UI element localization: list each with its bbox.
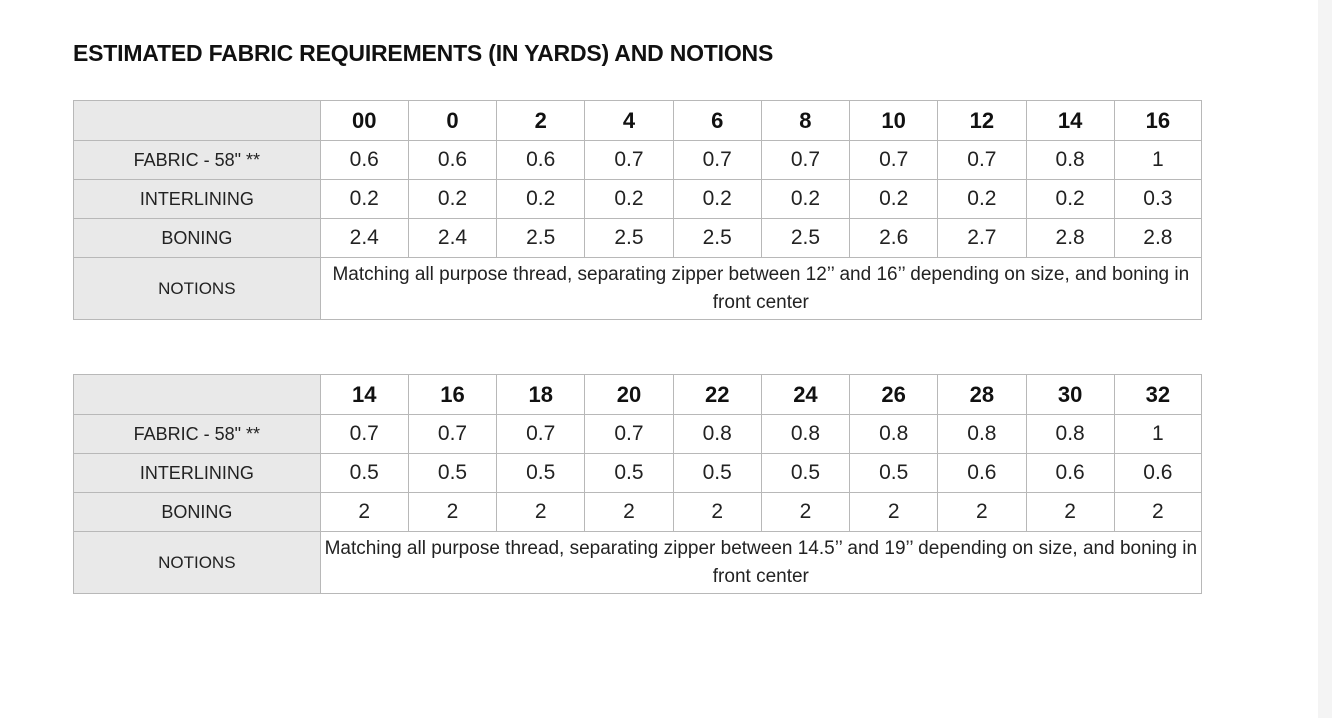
value-cell: 2 (673, 493, 761, 532)
size-header-cell: 26 (850, 375, 938, 415)
value-cell: 0.2 (850, 180, 938, 219)
value-cell: 2.8 (1114, 219, 1201, 258)
value-cell: 2.5 (673, 219, 761, 258)
value-cell: 2 (408, 493, 496, 532)
value-cell: 0.7 (497, 415, 585, 454)
value-cell: 0.5 (585, 454, 673, 493)
notions-label: NOTIONS (74, 532, 321, 594)
value-cell: 2.6 (850, 219, 938, 258)
value-cell: 0.7 (320, 415, 408, 454)
table-row (74, 219, 1202, 258)
table-row (74, 493, 1202, 532)
value-cell: 1 (1114, 141, 1201, 180)
value-cell: 0.5 (761, 454, 849, 493)
value-cell: 2.5 (497, 219, 585, 258)
value-cell: 2 (938, 493, 1026, 532)
value-cell: 2 (761, 493, 849, 532)
value-cell: 0.5 (850, 454, 938, 493)
size-header-row (74, 101, 1202, 141)
value-cell: 0.7 (850, 141, 938, 180)
row-label: FABRIC - 58" ** (74, 415, 321, 454)
value-cell: 0.8 (938, 415, 1026, 454)
value-cell: 2.8 (1026, 219, 1114, 258)
value-cell: 0.6 (497, 141, 585, 180)
header-corner-cell (74, 375, 321, 415)
value-cell: 2.5 (761, 219, 849, 258)
size-header-cell: 16 (408, 375, 496, 415)
page-title: ESTIMATED FABRIC REQUIREMENTS (IN YARDS) AND NOTIONS (73, 40, 774, 66)
notions-text: Matching all purpose thread, separating zipper between 12’’ and 16’’ depending on size, and boning in front center (320, 258, 1201, 320)
size-header-cell: 14 (320, 375, 408, 415)
value-cell: 0.3 (1114, 180, 1201, 219)
size-header-cell: 0 (408, 101, 496, 141)
size-header-cell: 4 (585, 101, 673, 141)
value-cell: 0.6 (408, 141, 496, 180)
value-cell: 0.7 (585, 141, 673, 180)
value-cell: 0.6 (938, 454, 1026, 493)
row-label: INTERLINING (74, 180, 321, 219)
notions-label: NOTIONS (74, 258, 321, 320)
value-cell: 0.8 (761, 415, 849, 454)
fabric-table-plus (73, 374, 1202, 594)
table-row (74, 415, 1202, 454)
value-cell: 0.8 (1026, 415, 1114, 454)
size-header-cell: 8 (761, 101, 849, 141)
row-label: BONING (74, 493, 321, 532)
header-corner-cell (74, 101, 321, 141)
row-label: INTERLINING (74, 454, 321, 493)
value-cell: 0.7 (408, 415, 496, 454)
table-row (74, 454, 1202, 493)
value-cell: 0.8 (1026, 141, 1114, 180)
value-cell: 0.2 (938, 180, 1026, 219)
row-label: FABRIC - 58" ** (74, 141, 321, 180)
fabric-table-misses (73, 100, 1202, 320)
value-cell: 2.4 (320, 219, 408, 258)
value-cell: 0.5 (673, 454, 761, 493)
value-cell: 2.4 (408, 219, 496, 258)
size-header-cell: 00 (320, 101, 408, 141)
value-cell: 0.7 (761, 141, 849, 180)
value-cell: 0.2 (320, 180, 408, 219)
row-label: BONING (74, 219, 321, 258)
value-cell: 0.8 (673, 415, 761, 454)
notions-row (74, 532, 1202, 594)
size-header-cell: 18 (497, 375, 585, 415)
size-header-cell: 10 (850, 101, 938, 141)
value-cell: 0.2 (585, 180, 673, 219)
value-cell: 2.5 (585, 219, 673, 258)
value-cell: 2 (585, 493, 673, 532)
value-cell: 0.2 (761, 180, 849, 219)
value-cell: 0.6 (320, 141, 408, 180)
value-cell: 2 (497, 493, 585, 532)
table-row (74, 180, 1202, 219)
value-cell: 0.7 (585, 415, 673, 454)
value-cell: 0.5 (497, 454, 585, 493)
value-cell: 2 (1026, 493, 1114, 532)
value-cell: 0.2 (673, 180, 761, 219)
value-cell: 0.8 (850, 415, 938, 454)
size-header-cell: 16 (1114, 101, 1201, 141)
value-cell: 0.6 (1114, 454, 1201, 493)
size-header-cell: 32 (1114, 375, 1201, 415)
value-cell: 0.7 (938, 141, 1026, 180)
size-header-cell: 22 (673, 375, 761, 415)
value-cell: 0.2 (408, 180, 496, 219)
size-header-row (74, 375, 1202, 415)
value-cell: 0.5 (320, 454, 408, 493)
value-cell: 2 (320, 493, 408, 532)
page-edge (1318, 0, 1332, 718)
size-header-cell: 2 (497, 101, 585, 141)
value-cell: 2 (1114, 493, 1201, 532)
size-header-cell: 30 (1026, 375, 1114, 415)
size-header-cell: 14 (1026, 101, 1114, 141)
value-cell: 2.7 (938, 219, 1026, 258)
table-body (74, 375, 1202, 594)
value-cell: 0.6 (1026, 454, 1114, 493)
table-row (74, 141, 1202, 180)
size-header-cell: 12 (938, 101, 1026, 141)
value-cell: 0.7 (673, 141, 761, 180)
value-cell: 0.5 (408, 454, 496, 493)
value-cell: 2 (850, 493, 938, 532)
notions-row (74, 258, 1202, 320)
size-header-cell: 24 (761, 375, 849, 415)
value-cell: 1 (1114, 415, 1201, 454)
size-header-cell: 28 (938, 375, 1026, 415)
size-header-cell: 20 (585, 375, 673, 415)
notions-text: Matching all purpose thread, separating zipper between 14.5’’ and 19’’ depending on size, and boning in front center (320, 532, 1201, 594)
value-cell: 0.2 (497, 180, 585, 219)
size-header-cell: 6 (673, 101, 761, 141)
table-body (74, 101, 1202, 320)
value-cell: 0.2 (1026, 180, 1114, 219)
